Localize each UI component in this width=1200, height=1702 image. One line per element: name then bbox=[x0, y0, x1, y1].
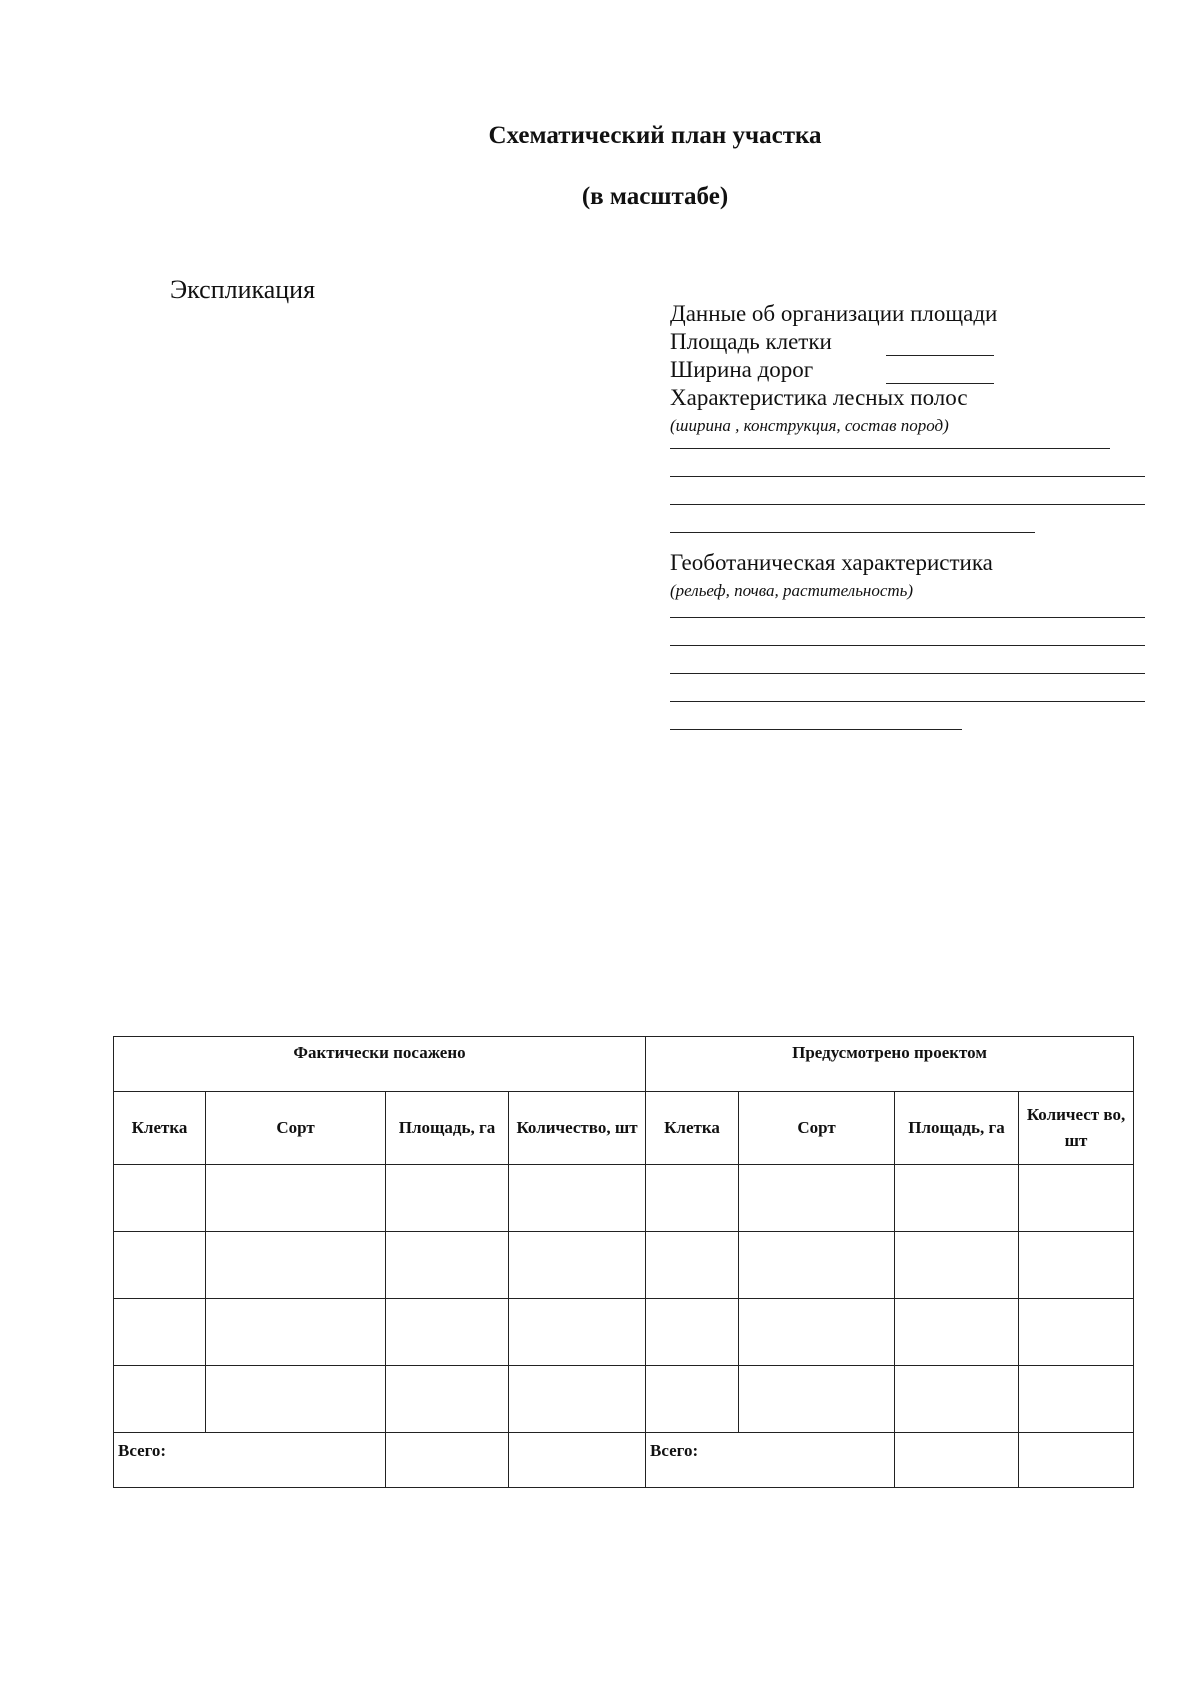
column-header-quantity: Количество, шт bbox=[509, 1092, 646, 1165]
table-cell[interactable] bbox=[895, 1165, 1019, 1232]
group-planned-header: Предусмотрено проектом bbox=[646, 1037, 1134, 1092]
table-cell[interactable] bbox=[386, 1232, 509, 1299]
total-area-actual[interactable] bbox=[386, 1433, 509, 1488]
column-header-cell: Клетка bbox=[114, 1092, 206, 1165]
total-label-planned: Всего: bbox=[646, 1433, 895, 1488]
table-row bbox=[114, 1165, 1134, 1232]
road-width-row bbox=[670, 356, 1140, 384]
column-header-variety: Сорт bbox=[206, 1092, 386, 1165]
geobotany-line[interactable] bbox=[670, 603, 1145, 618]
table-cell[interactable] bbox=[509, 1299, 646, 1366]
table-cell[interactable] bbox=[114, 1232, 206, 1299]
cell-area-label: Площадь клетки bbox=[670, 329, 832, 354]
table-cell[interactable] bbox=[646, 1299, 739, 1366]
planting-table bbox=[113, 1036, 1134, 1488]
table-cell[interactable] bbox=[739, 1232, 895, 1299]
table-row bbox=[114, 1299, 1134, 1366]
document-title: Схематический план участка bbox=[488, 122, 822, 149]
geobotany-line[interactable] bbox=[670, 618, 1145, 646]
table-cell[interactable] bbox=[1019, 1165, 1134, 1232]
table-cell[interactable] bbox=[1019, 1232, 1134, 1299]
road-width-blank[interactable] bbox=[886, 363, 994, 384]
table-row bbox=[114, 1366, 1134, 1433]
total-area-planned[interactable] bbox=[895, 1433, 1019, 1488]
table-cell[interactable] bbox=[509, 1366, 646, 1433]
table-cell[interactable] bbox=[114, 1165, 206, 1232]
document-subtitle: (в масштабе) bbox=[581, 183, 729, 210]
table-cell[interactable] bbox=[114, 1366, 206, 1433]
table-cell[interactable] bbox=[386, 1366, 509, 1433]
forest-strips-hint: (ширина , конструкция, состав пород) bbox=[670, 416, 949, 435]
total-row bbox=[114, 1433, 1134, 1488]
table-cell[interactable] bbox=[895, 1366, 1019, 1433]
forest-strips-label: Характеристика лесных полос bbox=[670, 385, 968, 410]
table-cell[interactable] bbox=[739, 1299, 895, 1366]
table-cell[interactable] bbox=[509, 1232, 646, 1299]
total-label-actual: Всего: bbox=[114, 1433, 386, 1488]
column-header-cell: Клетка bbox=[646, 1092, 739, 1165]
cell-area-blank[interactable] bbox=[886, 335, 994, 356]
total-quantity-actual[interactable] bbox=[509, 1433, 646, 1488]
cell-area-row bbox=[670, 328, 1140, 356]
organization-heading: Данные об организации площади bbox=[670, 301, 998, 326]
column-header-area: Площадь, га bbox=[895, 1092, 1019, 1165]
table-cell[interactable] bbox=[206, 1299, 386, 1366]
geobotany-hint: (рельеф, почва, растительность) bbox=[670, 581, 914, 600]
table-cell[interactable] bbox=[1019, 1366, 1134, 1433]
table-cell[interactable] bbox=[386, 1299, 509, 1366]
geobotany-line[interactable] bbox=[670, 646, 1145, 674]
forest-strips-line[interactable] bbox=[670, 449, 1145, 477]
table-cell[interactable] bbox=[1019, 1299, 1134, 1366]
table-cell[interactable] bbox=[206, 1232, 386, 1299]
road-width-label: Ширина дорог bbox=[670, 357, 814, 382]
column-header-variety: Сорт bbox=[739, 1092, 895, 1165]
table-cell[interactable] bbox=[206, 1165, 386, 1232]
geobotany-heading: Геоботаническая характеристика bbox=[670, 550, 993, 575]
geobotany-line[interactable] bbox=[670, 674, 1145, 702]
column-header-area: Площадь, га bbox=[386, 1092, 509, 1165]
table-cell[interactable] bbox=[895, 1299, 1019, 1366]
table-cell[interactable] bbox=[114, 1299, 206, 1366]
table-cell[interactable] bbox=[895, 1232, 1019, 1299]
total-quantity-planned[interactable] bbox=[1019, 1433, 1134, 1488]
table-cell[interactable] bbox=[646, 1366, 739, 1433]
table-cell[interactable] bbox=[739, 1165, 895, 1232]
forest-strips-line[interactable] bbox=[670, 477, 1145, 505]
organization-section bbox=[670, 300, 1140, 730]
forest-strips-line[interactable] bbox=[670, 438, 1110, 449]
column-header-quantity: Количест во, шт bbox=[1019, 1092, 1134, 1165]
geobotany-line[interactable] bbox=[670, 702, 962, 730]
forest-strips-line[interactable] bbox=[670, 505, 1035, 533]
table-cell[interactable] bbox=[386, 1165, 509, 1232]
group-actual-header: Фактически посажено bbox=[114, 1037, 646, 1092]
table-cell[interactable] bbox=[646, 1165, 739, 1232]
table-cell[interactable] bbox=[646, 1232, 739, 1299]
table-cell[interactable] bbox=[206, 1366, 386, 1433]
table-cell[interactable] bbox=[509, 1165, 646, 1232]
table-cell[interactable] bbox=[739, 1366, 895, 1433]
table-row bbox=[114, 1232, 1134, 1299]
explication-label: Экспликация bbox=[170, 275, 316, 304]
